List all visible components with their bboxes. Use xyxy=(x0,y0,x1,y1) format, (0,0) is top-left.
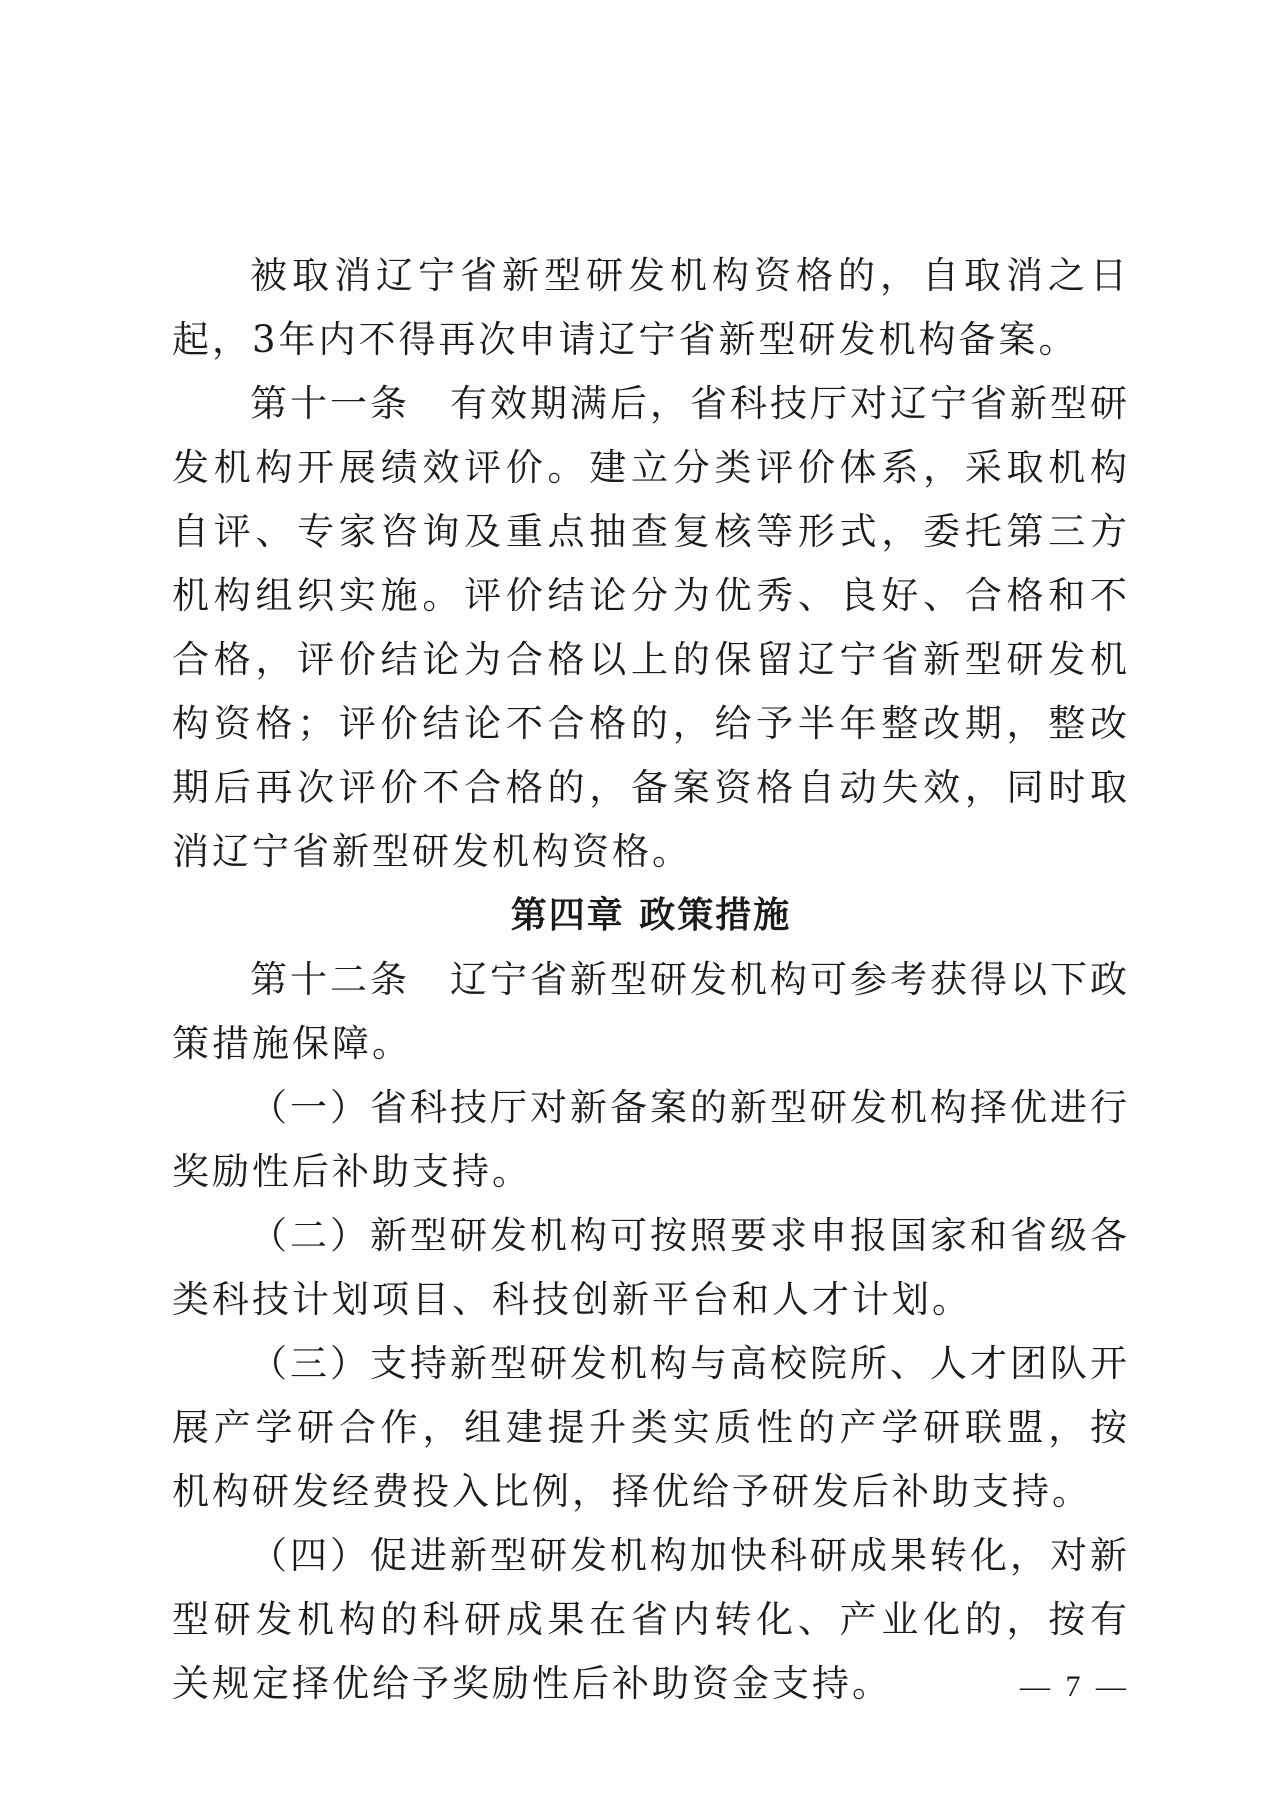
paragraph-item-3: （三）支持新型研发机构与高校院所、人才团队开展产学研合作，组建提升类实质性的产学研联盟，按机构研发经费投入比例，择优给予研发后补助支持。 xyxy=(172,1342,1130,1513)
document-body xyxy=(172,244,1130,1716)
chapter-title: 第四章 政策措施 xyxy=(510,895,792,936)
paragraph-item-1: （一）省科技厅对新备案的新型研发机构择优进行奖励性后补助支持。 xyxy=(172,1086,1130,1193)
paragraph-item-2: （二）新型研发机构可按照要求申报国家和省级各类科技计划项目、科技创新平台和人才计划。 xyxy=(172,1214,1130,1321)
paragraph-article-11: 第十一条 有效期满后，省科技厅对辽宁省新型研发机构开展绩效评价。建立分类评价体系，采取机构自评、专家咨询及重点抽查复核等形式，委托第三方机构组织实施。评价结论分为优秀、良好、合格和不合格，评价结论为合格以上的保留辽宁省新型研发机构资格；评价结论不合格的，给予半年整改期，整改期后再次评价不合格的，备案资格自动失效，同时取消辽宁省新型研发机构资格。 xyxy=(172,382,1130,873)
page-number: — 7 — xyxy=(1020,1670,1130,1703)
paragraph-item-4: （四）促进新型研发机构加快科研成果转化，对新型研发机构的科研成果在省内转化、产业化的，按有关规定择优给予奖励性后补助资金支持。 xyxy=(172,1534,1130,1705)
paragraph-article-12: 第十二条 辽宁省新型研发机构可参考获得以下政策措施保障。 xyxy=(172,958,1130,1065)
paragraph-disqualification: 被取消辽宁省新型研发机构资格的，自取消之日起，3年内不得再次申请辽宁省新型研发机构备案。 xyxy=(172,254,1130,361)
